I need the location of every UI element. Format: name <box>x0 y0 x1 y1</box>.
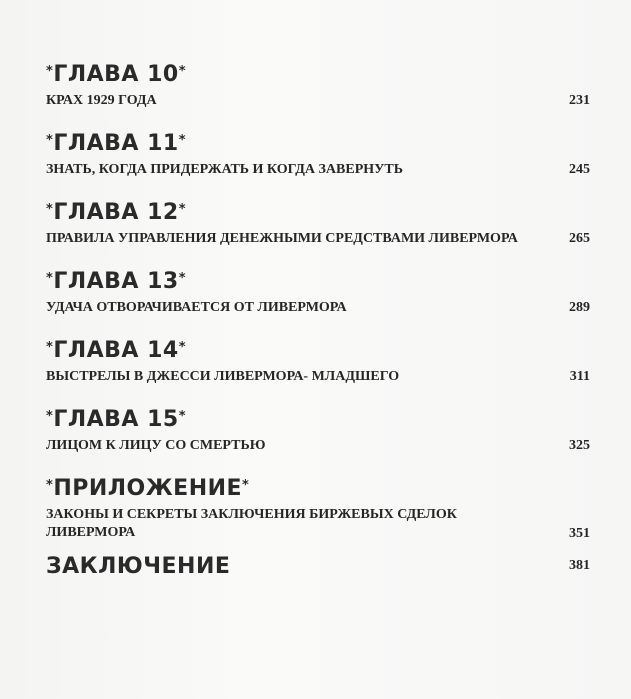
toc-entry-title-line: ЗАКОНЫ И СЕКРЕТЫ ЗАКЛЮЧЕНИЯ БИРЖЕВЫХ СДЕЛОК <box>46 507 457 522</box>
chapter-heading-text: ГЛАВА 14 <box>53 338 179 363</box>
toc-entry[interactable] <box>46 504 590 552</box>
toc-entry-page-number: 289 <box>569 300 590 315</box>
toc-entry[interactable] <box>46 366 590 405</box>
chapter-heading-text: ГЛАВА 13 <box>53 269 179 294</box>
star-ornament: * <box>242 478 250 493</box>
toc-entry-title <box>46 506 546 542</box>
toc-entry-page-number: 265 <box>569 231 590 246</box>
star-ornament: * <box>46 64 54 79</box>
toc-entry-page-number: 311 <box>569 369 590 384</box>
toc-entry-page-number: 381 <box>569 558 590 573</box>
star-ornament: * <box>46 340 54 355</box>
star-ornament: * <box>46 202 54 217</box>
chapter-heading <box>46 198 590 228</box>
toc-entry-page-number: 231 <box>569 93 590 108</box>
toc-entry-page-number: 351 <box>569 526 590 541</box>
toc-entry-title-line: ЛИВЕРМОРА <box>46 525 136 540</box>
toc-entry[interactable] <box>46 90 590 129</box>
toc-entry[interactable] <box>46 297 590 336</box>
appendix-heading <box>46 474 590 504</box>
star-ornament: * <box>178 64 187 79</box>
conclusion-heading: ЗАКЛЮЧЕНИЕ <box>46 554 231 579</box>
star-ornament: * <box>46 133 54 148</box>
appendix-heading-text: ПРИЛОЖЕНИЕ <box>53 476 243 501</box>
chapter-heading-text: ГЛАВА 12 <box>53 200 179 225</box>
toc-entry-page-number: 325 <box>569 438 590 453</box>
toc-entry-title: ЗНАТЬ, КОГДА ПРИДЕРЖАТЬ И КОГДА ЗАВЕРНУТЬ <box>46 162 404 177</box>
star-ornament: * <box>178 340 187 355</box>
toc-entry[interactable] <box>46 228 590 267</box>
table-of-contents <box>46 60 590 582</box>
toc-entry-title: ЛИЦОМ К ЛИЦУ СО СМЕРТЬЮ <box>46 438 266 453</box>
star-ornament: * <box>178 271 187 286</box>
star-ornament: * <box>46 271 54 286</box>
chapter-heading <box>46 336 590 366</box>
star-ornament: * <box>178 409 187 424</box>
chapter-heading <box>46 405 590 435</box>
toc-entry-title: УДАЧА ОТВОРАЧИВАЕТСЯ ОТ ЛИВЕРМОРА <box>46 300 347 315</box>
star-ornament: * <box>46 478 54 493</box>
toc-entry[interactable] <box>46 552 590 582</box>
chapter-heading <box>46 267 590 297</box>
toc-entry-page-number: 245 <box>569 162 590 177</box>
toc-entry-title: КРАХ 1929 ГОДА <box>46 93 157 108</box>
chapter-heading-text: ГЛАВА 15 <box>53 407 179 432</box>
chapter-heading-text: ГЛАВА 11 <box>53 131 179 156</box>
chapter-heading <box>46 60 590 90</box>
toc-entry-title: ПРАВИЛА УПРАВЛЕНИЯ ДЕНЕЖНЫМИ СРЕДСТВАМИ ЛИВЕРМОРА <box>46 231 518 246</box>
toc-entry[interactable] <box>46 159 590 198</box>
star-ornament: * <box>46 409 54 424</box>
toc-entry-title: ВЫСТРЕЛЫ В ДЖЕССИ ЛИВЕРМОРА- МЛАДШЕГО <box>46 369 400 384</box>
chapter-heading-text: ГЛАВА 10 <box>53 62 179 87</box>
chapter-heading <box>46 129 590 159</box>
star-ornament: * <box>178 133 187 148</box>
star-ornament: * <box>178 202 187 217</box>
toc-entry[interactable] <box>46 435 590 474</box>
